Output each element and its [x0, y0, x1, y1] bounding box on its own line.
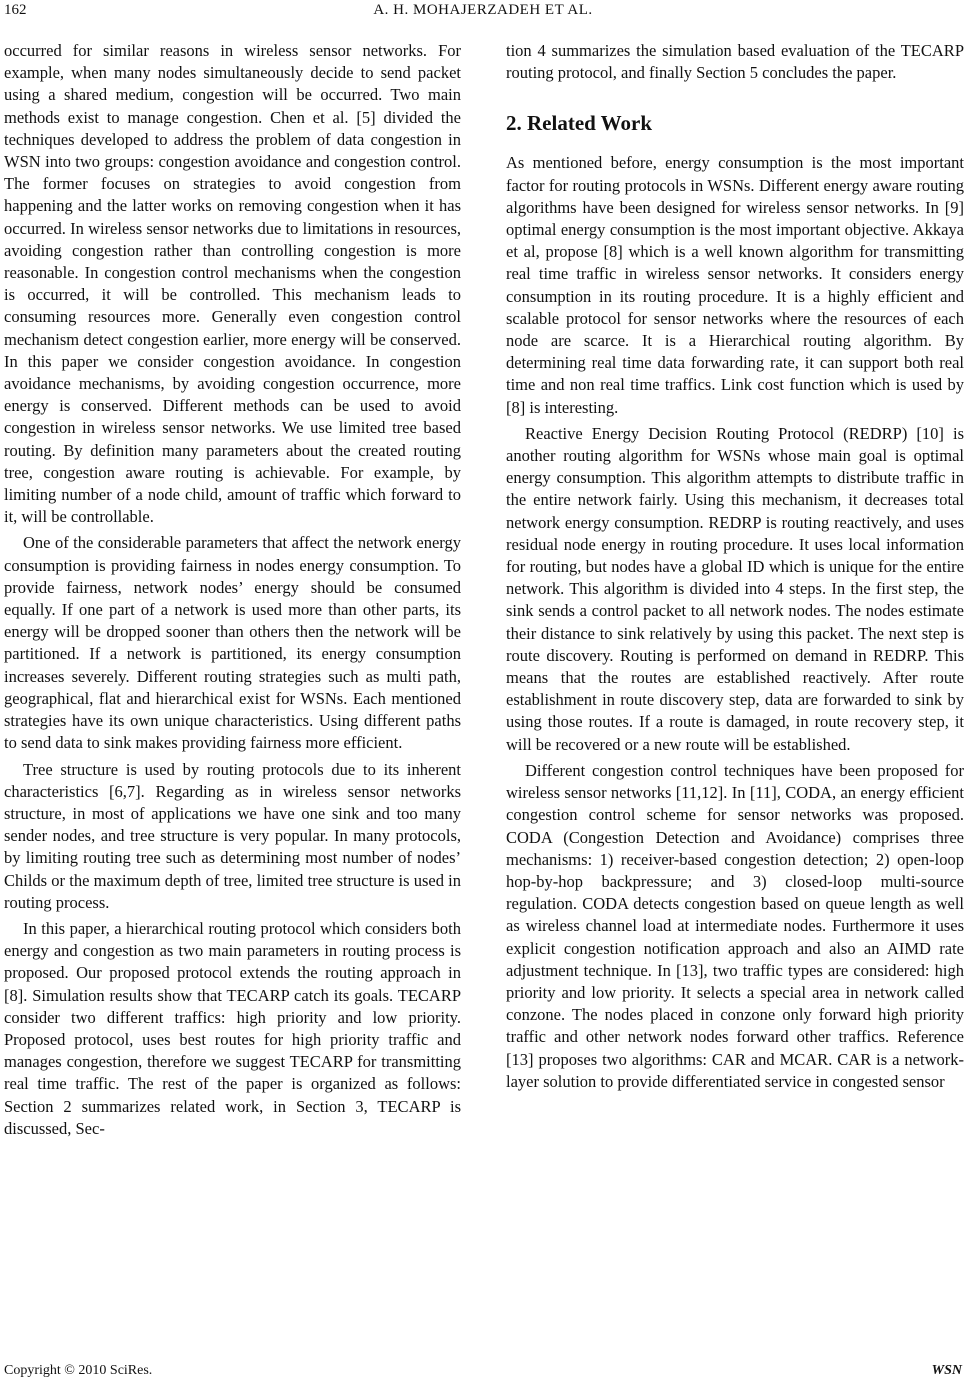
running-head-authors: A. H. MOHAJERZADEH ET AL.: [373, 2, 593, 18]
body-paragraph: tion 4 summarizes the simulation based evaluation of the TECARP routing protocol, and finally Section 5 concludes the paper.: [506, 41, 964, 83]
copyright-notice: Copyright © 2010 SciRes.: [4, 1363, 153, 1378]
body-paragraph: One of the considerable parameters that affect the network energy consumption is providing fairness in nodes energy consumption. To provide fairness, network nodes’ energy should be consumed equally. If one part of a network is used more than other parts, its energy will be dropped sooner than others then the network will be partitioned. If a network is partitioned, its energy consumption increases severely. Different routing strategies such as multi path, geographical, flat and hierarchical exist for WSNs. Each mentioned strategies have its own unique characteristics. Using different paths to send data to sink makes providing fairness more efficient.: [4, 533, 461, 753]
body-paragraph: In this paper, a hierarchical routing protocol which considers both energy and congestion as two main parameters in routing process is proposed. Our proposed protocol extends the routing approach in [8]. Simulation results show that TECARP catch its goals. TECARP consider two different traffics: high priority and low priority. Proposed protocol, uses best routes for high priority traffic and manages congestion, therefore we suggest TECARP for transmitting real time traffic. The rest of the paper is organized as follows: Section 2 summarizes related work, in Section 3, TECARP is discussed, Sec-: [4, 918, 461, 1138]
section-heading: 2. Related Work: [506, 111, 653, 136]
left-column: [4, 40, 461, 1140]
body-paragraph: occurred for similar reasons in wireless sensor networks. For example, when many nodes simultaneously decide to send packet using a shared medium, congestion will be occurred. Two main methods exist to manage congestion. Chen et al. [5] divided the techniques developed to address the problem of data congestion in WSN into two groups: congestion avoidance and congestion control. The former focuses on strategies to avoid congestion from happening and the latter works on removing congestion when it has occurred. In wireless sensor networks due to limitations in resources, avoiding congestion rather than controlling congestion is more reasonable. In congestion control mechanisms when the congestion is occurred, it will be controlled. This mechanism leads to consuming resources more. Generally even congestion control mechanism detect congestion earlier, more energy will be conserved. In this paper we consider congestion avoidance. In congestion avoidance mechanisms, by avoiding congestion occurrence, more energy is conserved. Different methods can be used to avoid congestion in wireless sensor networks. We use limited tree based routing. By definition many parameters about the created routing tree, congestion aware routing is achievable. For example, by limiting number of a node child, amount of traffic which forward to it, will be controllable.: [4, 41, 461, 527]
body-paragraph: Tree structure is used by routing protocols due to its inherent characteristics [6,7]. Regarding as in wireless sensor networks structure, in most of applications we have one sink and too many sender nodes, and tree structure is very popular. In many protocols, by limiting routing tree such as determining most number of nodes’ Childs or the maximum depth of tree, limited tree structure is used in routing process.: [4, 759, 461, 912]
body-paragraph: Different congestion control techniques have been proposed for wireless sensor networks [11,12]. In [11], CODA, an energy efficient congestion control scheme for sensor networks was proposed. CODA (Congestion Detection and Avoidance) comprises three mechanisms: 1) receiver-based congestion detection; 2) open-loop hop-by-hop backpressure; and 3) closed-loop multi-source regulation. CODA detects congestion based on queue length as well as wireless channel load at intermediate nodes. Furthermore it uses explicit congestion notification approach and also an AIMD rate adjustment technique. In [13], two traffic types are considered: high priority and low priority. It selects a special area in network called conzone. The nodes placed in conzone only forward high priority traffic and other network nodes forward other traffics. Reference [13] proposes two algorithms: CAR and MCAR. CAR is a network-layer solution to provide differentiated service in congested sensor: [506, 760, 964, 1091]
journal-abbreviation: WSN: [931, 1363, 962, 1378]
body-paragraph: Reactive Energy Decision Routing Protocol (REDRP) [10] is another routing algorithm for WSNs whose main goal is optimal energy consumption. This algorithm attempts to distribute traffic in the entire network fairly. Using this mechanism, it decreases total network energy consumption. REDRP is routing reactively, and uses residual node energy in routing procedure. It uses local information for routing, but nodes have a global ID which is unique for the entire network. This algorithm is divided into 4 steps. In the first step, the sink sends a control packet to all network nodes. The nodes estimate their distance to sink relatively by using this packet. The next step is route discovery. Routing is performed on demand in REDRP. This means that the routes are established reactively. After route establishment in route discovery step, data are forwarded to sink by using those routes. If a route is damaged, in route recovery step, it will be recovered or a new route will be established.: [506, 423, 964, 754]
body-paragraph: As mentioned before, energy consumption is the most important factor for routing protocols in WSNs. Different energy aware routing algorithms have been designed for wireless sensor networks. In [9] optimal energy consumption is the most important objective. Akkaya et al, propose [8] which is a well known algorithm for transmitting real time traffic in wireless sensor networks. It considers energy consumption in its routing procedure. It is a highly efficient and scalable protocol for sensor networks where the resources of each node are scarce. It is a Hierarchical routing algorithm. By determining real time data forwarding rate, it can support both real time and non real time traffics. Link cost function which is used by [8] is interesting.: [506, 153, 964, 417]
page-header: [4, 2, 962, 24]
page-number: 162: [4, 2, 27, 18]
page-footer: [4, 1363, 962, 1383]
right-column: [506, 40, 964, 1093]
